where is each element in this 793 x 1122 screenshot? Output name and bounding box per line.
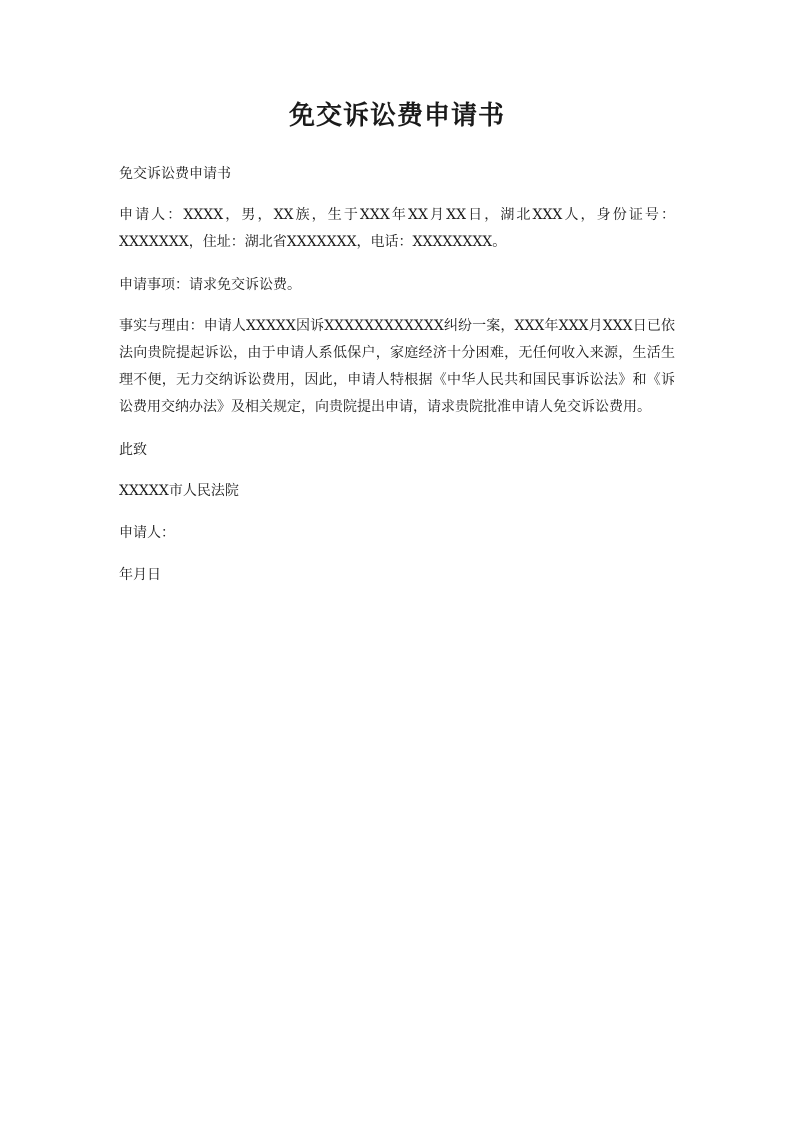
- applicant-info: 申请人：XXXX，男，XX族，生于XXX年XX月XX日，湖北XXX人，身份证号：XXXXXXX，住址：湖北省XXXXXXX，电话：XXXXXXXX。: [119, 207, 675, 250]
- closing-greeting: 此致: [119, 442, 147, 458]
- recipient-court: XXXXX市人民法院: [119, 483, 239, 499]
- request-matter: 申请事项：请求免交诉讼费。: [119, 277, 301, 293]
- document-title: 免交诉讼费申请书: [288, 101, 505, 131]
- signature-date: 年月日: [119, 567, 161, 583]
- applicant-signature: 申请人：: [119, 525, 175, 541]
- facts-and-reasons: 事实与理由：申请人XXXXX因诉XXXXXXXXXXXX纠纷一案，XXX年XXX月XXX日已依法向贵院提起诉讼，由于申请人系低保户，家庭经济十分困难，无任何收入来源，生活生理不便，无力交纳诉讼费用，因此，申请人特根据《中华人民共和国民事诉讼法》和《诉讼费用交纳办法》及相关规定，向贵院提出申请，请求贵院批准申请人免交诉讼费用。: [119, 318, 675, 415]
- document-subtitle: 免交诉讼费申请书: [119, 166, 231, 182]
